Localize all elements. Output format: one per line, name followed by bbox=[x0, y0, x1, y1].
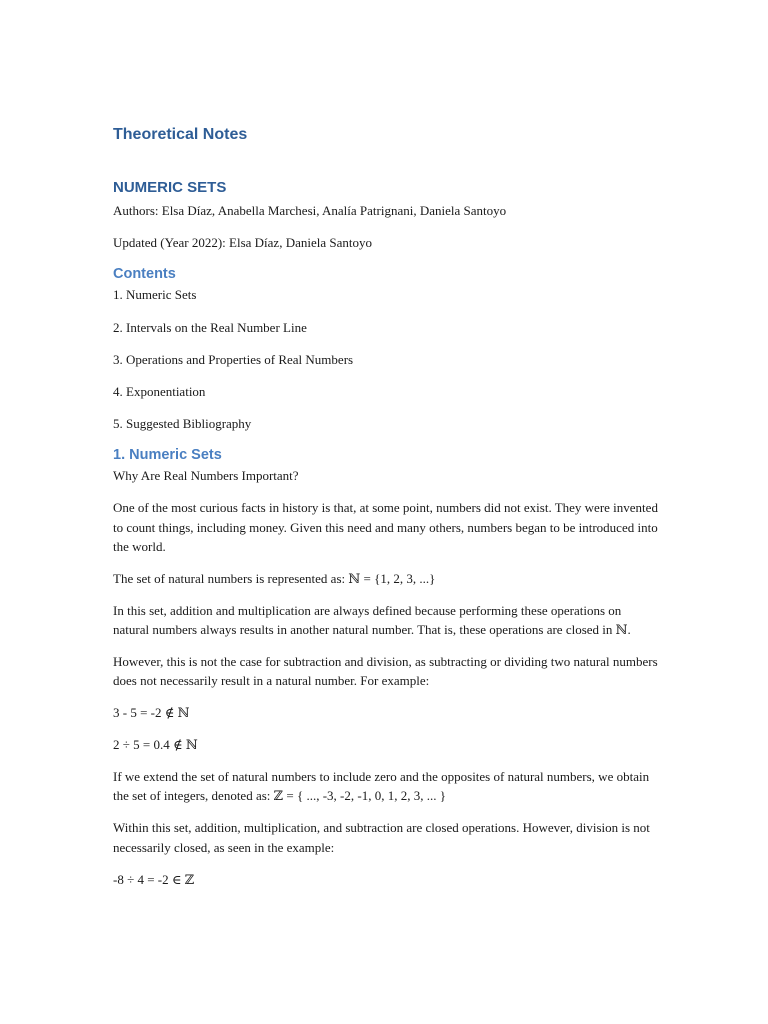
document-title: Theoretical Notes bbox=[113, 126, 248, 143]
paragraph: Why Are Real Numbers Important? bbox=[113, 468, 299, 484]
contents-heading: Contents bbox=[113, 266, 176, 283]
paragraph: However, this is not the case for subtraction and division, as subtracting or dividing two natural numbers does not necessarily result in a natural number. For example: bbox=[113, 654, 658, 689]
document-page bbox=[113, 122, 658, 902]
toc-item-intervals: 2. Intervals on the Real Number Line bbox=[113, 319, 307, 335]
toc-item-exponentiation: 4. Exponentiation bbox=[113, 384, 206, 400]
paragraph: In this set, addition and multiplication are always defined because performing these operations on natural numbers always results in another natural number. That is, these operations are closed in ℕ. bbox=[113, 602, 631, 638]
table-of-contents bbox=[113, 285, 658, 433]
paragraph: One of the most curious facts in history is that, at some point, numbers did not exist. They were invented to count things, including money. Given this need and many others, numbers began to be introduced into the world. bbox=[113, 500, 658, 554]
section-1-heading: 1. Numeric Sets bbox=[113, 447, 222, 464]
equation: 2 ÷ 5 = 0.4 ∉ ℕ bbox=[113, 737, 198, 753]
equation: 3 - 5 = -2 ∉ ℕ bbox=[113, 705, 190, 721]
equation: -8 ÷ 4 = -2 ∈ ℤ bbox=[113, 871, 195, 887]
toc-item-bibliography: 5. Suggested Bibliography bbox=[113, 416, 252, 432]
paragraph: If we extend the set of natural numbers to include zero and the opposites of natural numbers, we obtain the set of integers, denoted as: ℤ = { ..., -3, -2, -1, 0, 1, 2, 3, ... } bbox=[113, 769, 650, 804]
paragraph: Within this set, addition, multiplication, and subtraction are closed operations. However, division is not necessarily closed, as seen in the example: bbox=[113, 820, 650, 855]
toc-item-operations: 3. Operations and Properties of Real Numbers bbox=[113, 351, 354, 367]
document-subtitle: NUMERIC SETS bbox=[113, 179, 227, 196]
paragraph: The set of natural numbers is represented as: ℕ = {1, 2, 3, ...} bbox=[113, 570, 436, 586]
updated-line: Updated (Year 2022): Elsa Díaz, Daniela Santoyo bbox=[113, 235, 372, 251]
toc-item-numeric-sets: 1. Numeric Sets bbox=[113, 287, 197, 303]
authors-line: Authors: Elsa Díaz, Anabella Marchesi, Analía Patrignani, Daniela Santoyo bbox=[113, 203, 507, 218]
section-1-body bbox=[113, 466, 658, 888]
